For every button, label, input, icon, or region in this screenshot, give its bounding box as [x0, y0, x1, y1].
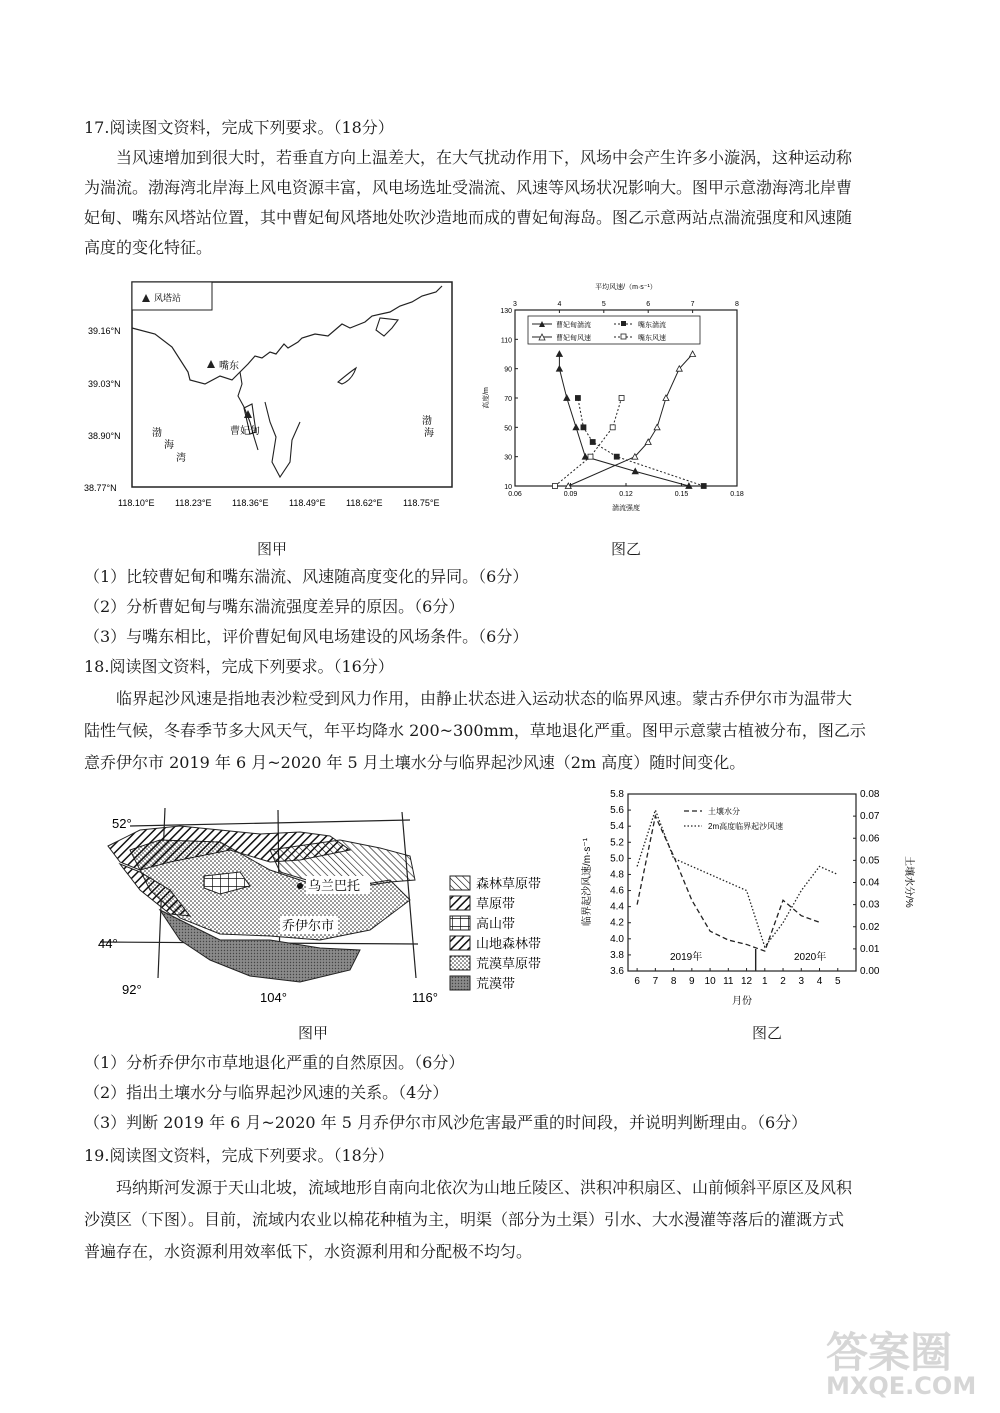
q18-para-line: 陆性气候，冬春季节多大风天气，年平均降水 200~300mm，草地退化严重。图甲示意蒙古植被分布，图乙示 — [84, 721, 866, 740]
q17-header: 17.阅读图文资料，完成下列要求。（18分） — [84, 118, 394, 137]
city-choir-label: 乔伊尔市 — [282, 918, 335, 933]
legend-label: 2m高度临界起沙风速 — [708, 822, 784, 831]
chart-legend — [528, 316, 700, 344]
q18-vegetation-map — [100, 790, 570, 1010]
q18-sub-question: （3）判断 2019 年 6 月~2020 年 5 月乔伊尔市风沙危害最严重的时间段，并说明判断理由。（6分） — [84, 1113, 808, 1132]
y-tick-label: 5.4 — [610, 821, 624, 833]
y-tick-label: 130 — [500, 308, 512, 315]
y2-tick-label: 0.02 — [860, 921, 880, 933]
top-tick-label: 4 — [557, 301, 562, 308]
q18-sub-question: （1）分析乔伊尔市草地退化严重的自然原因。（6分） — [84, 1053, 465, 1072]
q17-sub-question: （1）比较曹妃甸和嘴东湍流、风速随高度变化的异同。（6分） — [84, 567, 529, 586]
lon-label: 92° — [122, 982, 142, 997]
x-tick-label: 7 — [652, 976, 659, 987]
data-point — [575, 396, 580, 401]
top-tick-label: 8 — [735, 301, 739, 308]
sea-label: 海 — [164, 440, 174, 451]
station-zuidong-label: 嘴东 — [219, 361, 239, 372]
data-point — [610, 425, 615, 430]
y2-axis-label: 土壤水分/% — [903, 856, 914, 908]
station-caofeidian-label: 曹妃甸 — [230, 426, 260, 437]
data-point — [619, 396, 624, 401]
q19-para-line: 普遍存在，水资源利用效率低下，水资源利用和分配极不均匀。 — [84, 1242, 533, 1261]
y-tick-label: 110 — [500, 337, 512, 345]
vegetation-legend — [450, 876, 541, 991]
q19-header: 19.阅读图文资料，完成下列要求。（18分） — [84, 1146, 394, 1165]
top-axis-label: 平均风速/（m·s⁻¹） — [595, 284, 657, 291]
lat-label: 39.16°N — [88, 326, 121, 336]
map-legend-label: 风塔站 — [154, 293, 182, 303]
x-tick-label: 6 — [634, 976, 640, 987]
y2-tick-label: 0.05 — [860, 855, 880, 867]
x-tick-label: 3 — [798, 976, 805, 987]
q17-para-line: 为湍流。渤海湾北岸海上风电资源丰富，风电场选址受湍流、风速等风场状况影响大。图甲示意渤海湾北岸曹 — [84, 178, 853, 197]
y-axis-label: 临界起沙风速/m·s⁻¹ — [582, 837, 593, 927]
legend-label: 山地森林带 — [476, 936, 542, 951]
q17-turbulence-chart — [480, 278, 760, 518]
legend-label: 曹妃甸风速 — [556, 335, 591, 342]
x-tick-label: 0.15 — [674, 491, 689, 498]
top-tick-label: 6 — [646, 301, 651, 308]
y2-tick-label: 0.04 — [860, 877, 880, 889]
lat-label: 52° — [112, 816, 132, 831]
data-point — [701, 484, 706, 489]
legend-label: 高山带 — [476, 916, 516, 931]
x-tick-label: 9 — [689, 976, 695, 987]
y-tick-label: 3.6 — [610, 966, 624, 977]
year-label: 2019年 — [670, 952, 703, 963]
x-tick-label: 12 — [740, 976, 753, 987]
sea-label: 渤 — [422, 416, 432, 427]
q19-para-line: 玛纳斯河发源于天山北坡，流域地形自南向北依次为山地丘陵区、洪积冲积扇区、山前倾斜平原区及风积 — [116, 1178, 853, 1197]
lon-label: 118.36°E — [232, 498, 269, 508]
legend-label: 森林草原带 — [476, 876, 542, 891]
lon-label: 118.75°E — [403, 498, 440, 508]
y-tick-label: 50 — [504, 425, 512, 433]
y-tick-label: 30 — [504, 454, 512, 462]
y-tick-label: 4.2 — [610, 917, 624, 929]
x-tick-label: 2 — [780, 976, 786, 987]
x-axis-label: 月份 — [732, 996, 752, 1007]
plot-frame — [628, 794, 856, 971]
city-marker — [297, 883, 303, 889]
x-tick-label: 0.06 — [508, 491, 522, 498]
y-tick-label: 5.6 — [610, 805, 624, 817]
q18-soil-wind-chart — [580, 786, 920, 1011]
legend-label: 荒漠带 — [476, 976, 516, 991]
lon-label: 118.10°E — [118, 498, 155, 508]
city-ulaanbaatar-label: 乌兰巴托 — [308, 878, 361, 893]
lat-label: 38.77°N — [84, 483, 117, 493]
x-tick-label: 0.12 — [619, 491, 633, 498]
legend-label: 曹妃甸湍流 — [556, 322, 591, 329]
q17-sub-question: （3）与嘴东相比，评价曹妃甸风电场建设的风场条件。（6分） — [84, 627, 529, 646]
sea-label: 海 — [424, 428, 434, 439]
y-tick-label: 3.8 — [610, 949, 624, 961]
data-point — [552, 484, 557, 489]
legend-label: 草原带 — [476, 896, 516, 911]
x-tick-label: 10 — [704, 976, 716, 987]
y2-tick-label: 0.07 — [860, 811, 880, 823]
q17-para-line: 妃甸、嘴东风塔站位置，其中曹妃甸风塔地处吹沙造地而成的曹妃甸海岛。图乙示意两站点湍流强度和风速随 — [84, 208, 853, 227]
data-point — [614, 454, 619, 459]
legend-label: 嘴东风速 — [638, 335, 666, 342]
y-tick-label: 5.2 — [610, 837, 624, 849]
top-tick-label: 5 — [601, 301, 606, 308]
q18-caption-b: 图乙 — [752, 1024, 783, 1042]
data-point — [581, 425, 586, 430]
watermark-logo: 答案圈 — [826, 1328, 953, 1377]
q17-map-figure — [80, 272, 460, 517]
q17-para-line: 高度的变化特征。 — [84, 238, 213, 257]
y-axis-label: 高度/m — [483, 387, 490, 409]
q17-caption-b: 图乙 — [611, 540, 642, 558]
year-label: 2020年 — [794, 952, 827, 963]
lat-label: 39.03°N — [88, 379, 121, 389]
q17-para-line: 当风速增加到很大时，若垂直方向上温差大，在大气扰动作用下，风场中会产生许多小漩涡，这种运动称 — [116, 148, 853, 167]
y2-tick-label: 0.03 — [860, 899, 880, 911]
top-tick-label: 3 — [513, 301, 517, 308]
y-tick-label: 5.0 — [610, 853, 624, 865]
top-tick-label: 7 — [690, 301, 695, 308]
q19-para-line: 沙漠区（下图）。目前，流域内农业以棉花种植为主，明渠（部分为土渠）引水、大水漫灌等落后的灌溉方式 — [84, 1210, 845, 1229]
y-tick-label: 4.6 — [610, 885, 624, 897]
x-tick-label: 11 — [723, 976, 734, 987]
lon-label: 118.23°E — [175, 498, 212, 508]
x-tick-label: 0.09 — [563, 491, 578, 498]
bottom-axis-label: 湍流强度 — [612, 505, 640, 512]
data-point — [588, 454, 593, 459]
lat-label: 44° — [98, 936, 118, 951]
q18-header: 18.阅读图文资料，完成下列要求。（16分） — [84, 657, 394, 676]
lon-label: 104° — [260, 990, 287, 1005]
y2-tick-label: 0.00 — [860, 966, 880, 977]
x-tick-label: 4 — [816, 976, 823, 987]
y2-tick-label: 0.01 — [860, 943, 880, 955]
q18-sub-question: （2）指出土壤水分与临界起沙风速的关系。（4分） — [84, 1083, 449, 1102]
sea-label: 湾 — [176, 453, 186, 464]
sea-label: 渤 — [152, 428, 162, 439]
q18-para-line: 临界起沙风速是指地表沙粒受到风力作用，由静止状态进入运动状态的临界风速。蒙古乔伊尔市为温带大 — [116, 689, 853, 708]
legend-label: 嘴东湍流 — [638, 322, 666, 329]
y-tick-label: 5.8 — [610, 789, 624, 800]
y-tick-label: 90 — [504, 366, 512, 374]
y-tick-label: 70 — [504, 396, 512, 403]
x-tick-label: 5 — [834, 976, 841, 987]
watermark-url: MXQE.COM — [826, 1372, 977, 1400]
lon-label: 116° — [412, 990, 438, 1005]
x-tick-label: 0.18 — [730, 491, 744, 498]
x-tick-label: 1 — [762, 976, 768, 987]
legend-label: 土壤水分 — [708, 807, 740, 816]
q18-para-line: 意乔伊尔市 2019 年 6 月~2020 年 5 月土壤水分与临界起沙风速（2m 高度）随时间变化。 — [84, 753, 746, 772]
q17-sub-question: （2）分析曹妃甸与嘴东湍流强度差异的原因。（6分） — [84, 597, 465, 616]
q17-caption-a: 图甲 — [257, 540, 288, 558]
y-tick-label: 4.0 — [610, 933, 624, 945]
lat-label: 38.90°N — [88, 431, 121, 441]
x-tick-label: 8 — [670, 976, 677, 987]
q18-caption-a: 图甲 — [298, 1024, 329, 1042]
y-tick-label: 10 — [504, 484, 512, 491]
y-tick-label: 4.4 — [610, 901, 624, 913]
legend-label: 荒漠草原带 — [476, 956, 542, 971]
y2-tick-label: 0.08 — [860, 789, 880, 800]
y2-tick-label: 0.06 — [860, 833, 880, 845]
lon-label: 118.62°E — [346, 498, 383, 508]
data-point — [590, 440, 595, 445]
lon-label: 118.49°E — [289, 498, 326, 508]
y-tick-label: 4.8 — [610, 869, 624, 881]
